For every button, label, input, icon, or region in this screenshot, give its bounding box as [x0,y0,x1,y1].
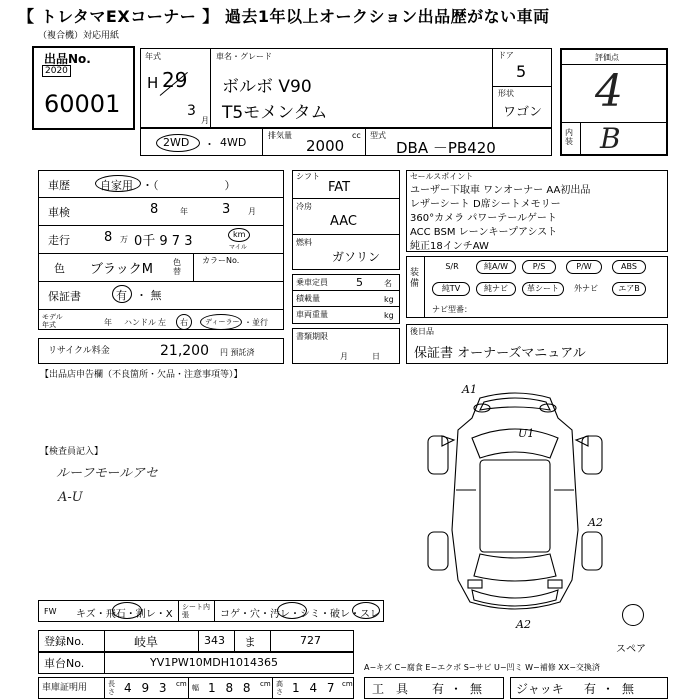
damage-a2-side: A2 [588,516,603,529]
equip-navi: 純ナビ [476,282,516,296]
color-label: 色 [54,262,65,275]
sales-line: ユーザー下取車 ワンオーナー AA初出品 [410,185,591,196]
left-detail-grid [38,170,284,330]
wheel-rear-right [582,532,602,570]
damage-a2-rear: A2 [516,618,531,630]
equip-leather: 革シート [522,282,564,296]
fw-chip-circle [112,602,142,619]
drive-2wd: 2WD [163,136,190,149]
equip-airbag: エアB [612,282,646,296]
equip-ps: P/S [522,260,556,274]
color-change: 色替 [173,258,181,276]
load-label: 積載量 [296,294,320,303]
registration-class: 343 [204,634,225,647]
inspection-year: 8 [150,202,159,217]
inspector-label: 【検査員記入】 [40,447,104,457]
registration-label: 登録No. [44,635,85,648]
roof [480,460,550,552]
dims-height-label: 高さ [276,680,283,696]
fuel-value: ガソリン [332,250,381,264]
color-value: ブラックM [90,262,153,277]
accessories-label: 後日品 [410,327,434,336]
inspection-year-unit: 年 [180,207,188,216]
interior-value: B [600,122,621,155]
door-value: 5 [516,62,527,81]
damage-legend: A−キズ C−腐食 E−エクボ S−サビ U−凹ミ W−補修 XX−交換済 [364,663,600,672]
sales-line: 純正18インチAW [410,241,489,252]
mileage-man: 8 [104,230,113,245]
damage-u1: U1 [518,427,535,440]
ac-label: 冷房 [296,202,312,211]
month-unit: 月 [201,116,209,125]
lot-label: 出品No. [44,52,91,66]
registration-place: 岐阜 [134,635,159,649]
warranty-rest: ・ 無 [136,289,162,302]
interior-label: 内装 [565,128,573,146]
drive-4wd: 4WD [220,136,247,149]
dims-width: 1 8 8 [208,681,254,695]
door-label: ドア [498,51,514,60]
equip-abs: ABS [612,260,646,274]
model-label: 型式 [370,131,386,140]
capacity-label: 乗車定員 [296,278,328,287]
taillight-right [548,580,562,588]
inspection-month: 3 [222,202,231,217]
lot-number: 60001 [44,90,121,118]
history-label: 車歴 [48,179,70,192]
warranty-value: 有 [116,289,127,302]
rear-window [474,554,556,581]
fuel-label: 燃料 [296,238,312,247]
score-label: 評価点 [595,53,619,62]
car-body-outline [452,393,578,609]
equip-tv: 純TV [432,282,470,296]
shape-label: 形状 [498,89,514,98]
warranty-label: 保証書 [48,290,81,303]
recycle-value: 21,200 [160,343,209,359]
shape-value: ワゴン [503,105,543,120]
engine-label: 排気量 [268,131,292,140]
taillight-left [468,580,482,588]
jack-no: 無 [622,682,635,696]
chassis-value: YV1PW10MDH1014365 [150,656,278,669]
seller-notes-label: 【出品店申告欄（不良箇所・欠品・注意事項等）】 [40,370,243,380]
shift-label: シフト [296,172,320,181]
navi-model-label: ナビ型番： [432,305,472,314]
mileage-mile: マイル [229,244,247,251]
capacity-value: 5 [356,276,363,289]
docs-label: 書類期限 [296,332,328,341]
capacity-unit: 名 [384,279,392,288]
handle-label: ハンドル [124,318,156,327]
registration-kana: ま [244,635,257,649]
chassis-label: 車台No. [44,657,85,670]
dims-length-label: 長さ [108,680,115,696]
engine-cc: 2000 [306,137,345,155]
sheet-dirt-circle [277,602,307,619]
shift-value: FAT [328,180,351,195]
inspector-note-1: ルーフモールアセ [56,466,158,481]
mileage-man-unit: 万 [120,235,128,244]
dims-length: 4 9 3 [124,681,170,695]
equip-pw: P/W [566,260,602,274]
month-value: 3 [187,103,196,119]
mileage-digits: 0千 9 7 3 [134,234,193,249]
sheet-wear-circle [352,602,380,619]
car-damage-diagram [410,380,620,630]
dealer: ディーラー [205,318,240,326]
spare-label: スペア [616,644,646,655]
weight-label: 車両重量 [296,310,328,319]
jack-label: ジャッキ [516,682,564,696]
dims-label: 車庫証明用 [42,683,88,693]
sales-line: ACC BSM レーンキープアシスト [410,227,558,238]
dims-width-unit: cm [260,680,271,688]
sheet-items: コゲ・穴・汚レ・シミ・破レ・スレ [220,609,380,620]
model-year-unit: 年 [104,318,112,327]
registration-number: 727 [300,634,321,647]
docs-unit: 月 日 [340,352,380,361]
history-value: 自家用 [100,179,133,192]
color-no-label: カラーNo. [202,256,240,265]
drive-dot: ・ [204,138,215,151]
fw-label: FW [44,607,57,616]
dims-height: 1 4 7 [292,681,338,695]
lot-box [32,46,135,130]
equip-ext-navi: 外ナビ [574,284,598,293]
doc-type-note: （複合機）対応用紙 [38,31,120,41]
model-year-label: モデル年式 [42,313,63,329]
inspection-month-unit: 月 [248,207,256,216]
accessories-value: 保証書 オーナーズマニュアル [414,346,586,361]
year-value: 29 [162,68,188,92]
engine-unit: cc [352,131,361,140]
mileage-unit: km [233,230,246,239]
inspection-label: 車検 [48,206,70,219]
handle-left: 左 [158,318,166,327]
tools-label: 工 具 [372,682,409,696]
recycle-label: リサイクル料金 [48,346,110,356]
windshield [472,429,558,458]
rear-bumper [472,590,558,606]
dims-height-unit: cm [342,680,353,688]
year-label: 年式 [145,52,161,61]
handle-right: 右 [180,318,188,327]
equipment-label: 装備 [410,268,420,289]
header-title: 【 トレタマEXコーナー 】 過去1年以上オークション出品歴がない車両 [18,7,550,26]
weight-unit: kg [384,311,394,320]
name-label: 車名・グレード [216,52,272,61]
load-unit: kg [384,295,394,304]
spare-tire-icon [622,604,644,626]
year-era: H [147,74,159,92]
equip-aw: 純A/W [476,260,516,274]
sales-label: セールスポイント [410,172,474,181]
damage-a1: A1 [462,383,477,396]
wheel-rear-left [428,532,448,570]
inspector-note-2: A-U [58,490,83,505]
history-rest: ・（ ） [142,179,236,192]
jack-yes: 有 [584,682,597,696]
equip-sr: S/R [445,262,459,271]
sales-line: 360°カメラ パワーテールゲート [410,213,557,224]
recycle-unit: 円 預託済 [220,348,255,357]
jack-dot: ・ [602,682,615,696]
tools-yes: 有 [432,682,445,696]
tools-no: 無 [470,682,483,696]
dims-width-label: 幅 [192,684,199,692]
mileage-label: 走行 [48,234,70,247]
lot-year: 2020 [42,65,71,77]
car-name: ボルボ V90 [222,77,312,97]
tools-dot: ・ [450,682,463,696]
car-grade: T5モメンタム [222,103,328,123]
sales-line: レザーシート D席シートメモリー [410,199,561,210]
ac-value: AAC [330,214,357,229]
dims-length-unit: cm [176,680,187,688]
model-code: DBA －PB420 [396,139,496,157]
fw-items: キズ・飛石・割レ・X [76,609,173,620]
parallel: ・並行 [244,318,268,327]
score-value: 4 [595,66,623,117]
wheel-front-left [428,436,448,474]
sheet-label: シート内張 [182,603,210,619]
wheel-front-right [582,436,602,474]
